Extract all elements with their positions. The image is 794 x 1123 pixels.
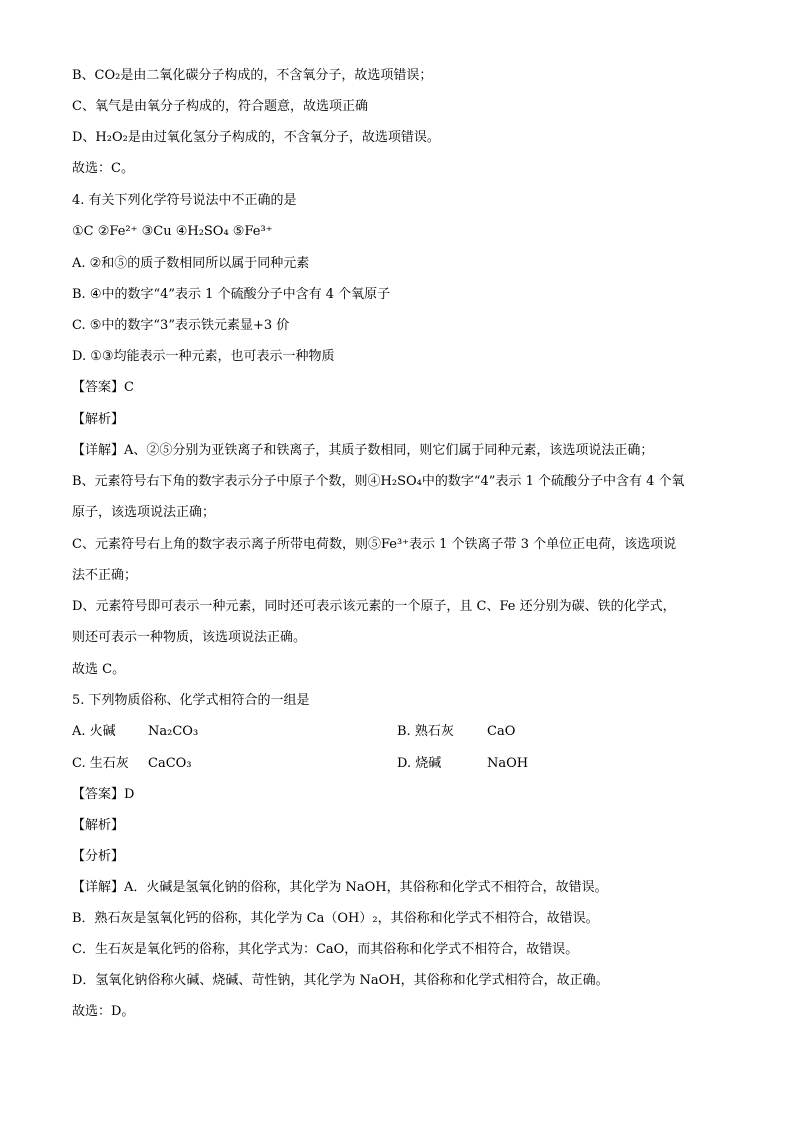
text-line: 故选 C。 [72, 662, 126, 677]
option-a-label: A. 火碱 [72, 724, 116, 739]
answer-label: 【答案】D [72, 787, 135, 802]
text-line: 法不正确； [72, 568, 138, 583]
option-d-formula: NaOH [487, 756, 529, 771]
question-5-stem: 5. 下列物质俗称、化学式相符合的一组是 [72, 693, 310, 708]
analysis-sub-label: 【分析】 [72, 849, 125, 864]
text-line: 【详解】A．火碱是氢氧化钠的俗称，其化学为 NaOH，其俗称和化学式不相符合，故错误。 [72, 880, 608, 895]
text-line: 故选：D。 [72, 1004, 135, 1019]
text-line: B．熟石灰是氢氧化钙的俗称，其化学为 Ca（OH）₂，其俗称和化学式不相符合，故错误。 [72, 911, 599, 926]
text-line: 故选：C。 [72, 161, 134, 176]
option-b-label: B. 熟石灰 [397, 724, 454, 739]
analysis-label: 【解析】 [72, 412, 125, 427]
text-line: 则还可表示一种物质，该选项说法正确。 [72, 630, 307, 645]
text-line: D．氢氧化钠俗称火碱、烧碱、苛性钠，其化学为 NaOH，其俗称和化学式相符合，故正确。 [72, 973, 609, 988]
option-c: C. ⑤中的数字“3”表示铁元素显+3 价 [72, 318, 290, 333]
option-a: A. ②和⑤的质子数相同所以属于同种元素 [72, 256, 310, 271]
answer-label: 【答案】C [72, 380, 134, 395]
option-d-label: D. 烧碱 [397, 756, 442, 771]
option-b-formula: CaO [487, 724, 516, 739]
option-c-formula: CaCO₃ [148, 756, 192, 771]
text-line: D、元素符号即可表示一种元素，同时还可表示该元素的一个原子，且 C、Fe 还分别为碳、铁的化学式， [72, 599, 676, 614]
text-line: C、元素符号右上角的数字表示离子所带电荷数，则⑤Fe³⁺表示 1 个铁离子带 3 个单位正电荷，该选项说 [72, 537, 677, 552]
text-line: ①C ②Fe²⁺ ③Cu ④H₂SO₄ ⑤Fe³⁺ [72, 224, 273, 239]
text-line: C．生石灰是氧化钙的俗称，其化学式为：CaO，而其俗称和化学式不相符合，故错误。 [72, 942, 579, 957]
text-line: 原子，该选项说法正确； [72, 505, 216, 520]
text-line: B、CO₂是由二氧化碳分子构成的，不含氧分子，故选项错误； [72, 68, 433, 83]
text-line: C、氧气是由氧分子构成的，符合题意，故选项正确 [72, 99, 368, 114]
question-4-stem: 4. 有关下列化学符号说法中不正确的是 [72, 193, 297, 208]
text-line: 【详解】A、②⑤分别为亚铁离子和铁离子，其质子数相同，则它们属于同种元素，该选项说法正确； [72, 443, 654, 458]
text-line: B、元素符号右下角的数字表示分子中原子个数，则④H₂SO₄中的数字“4”表示 1 个硫酸分子中含有 4 个氧 [72, 474, 685, 489]
option-d: D. ①③均能表示一种元素，也可表示一种物质 [72, 349, 335, 364]
option-b: B. ④中的数字“4”表示 1 个硫酸分子中含有 4 个氧原子 [72, 287, 391, 302]
option-a-formula: Na₂CO₃ [148, 724, 199, 739]
option-c-label: C. 生石灰 [72, 756, 129, 771]
text-line: D、H₂O₂是由过氧化氢分子构成的，不含氧分子，故选项错误。 [72, 130, 440, 145]
analysis-label: 【解析】 [72, 818, 125, 833]
